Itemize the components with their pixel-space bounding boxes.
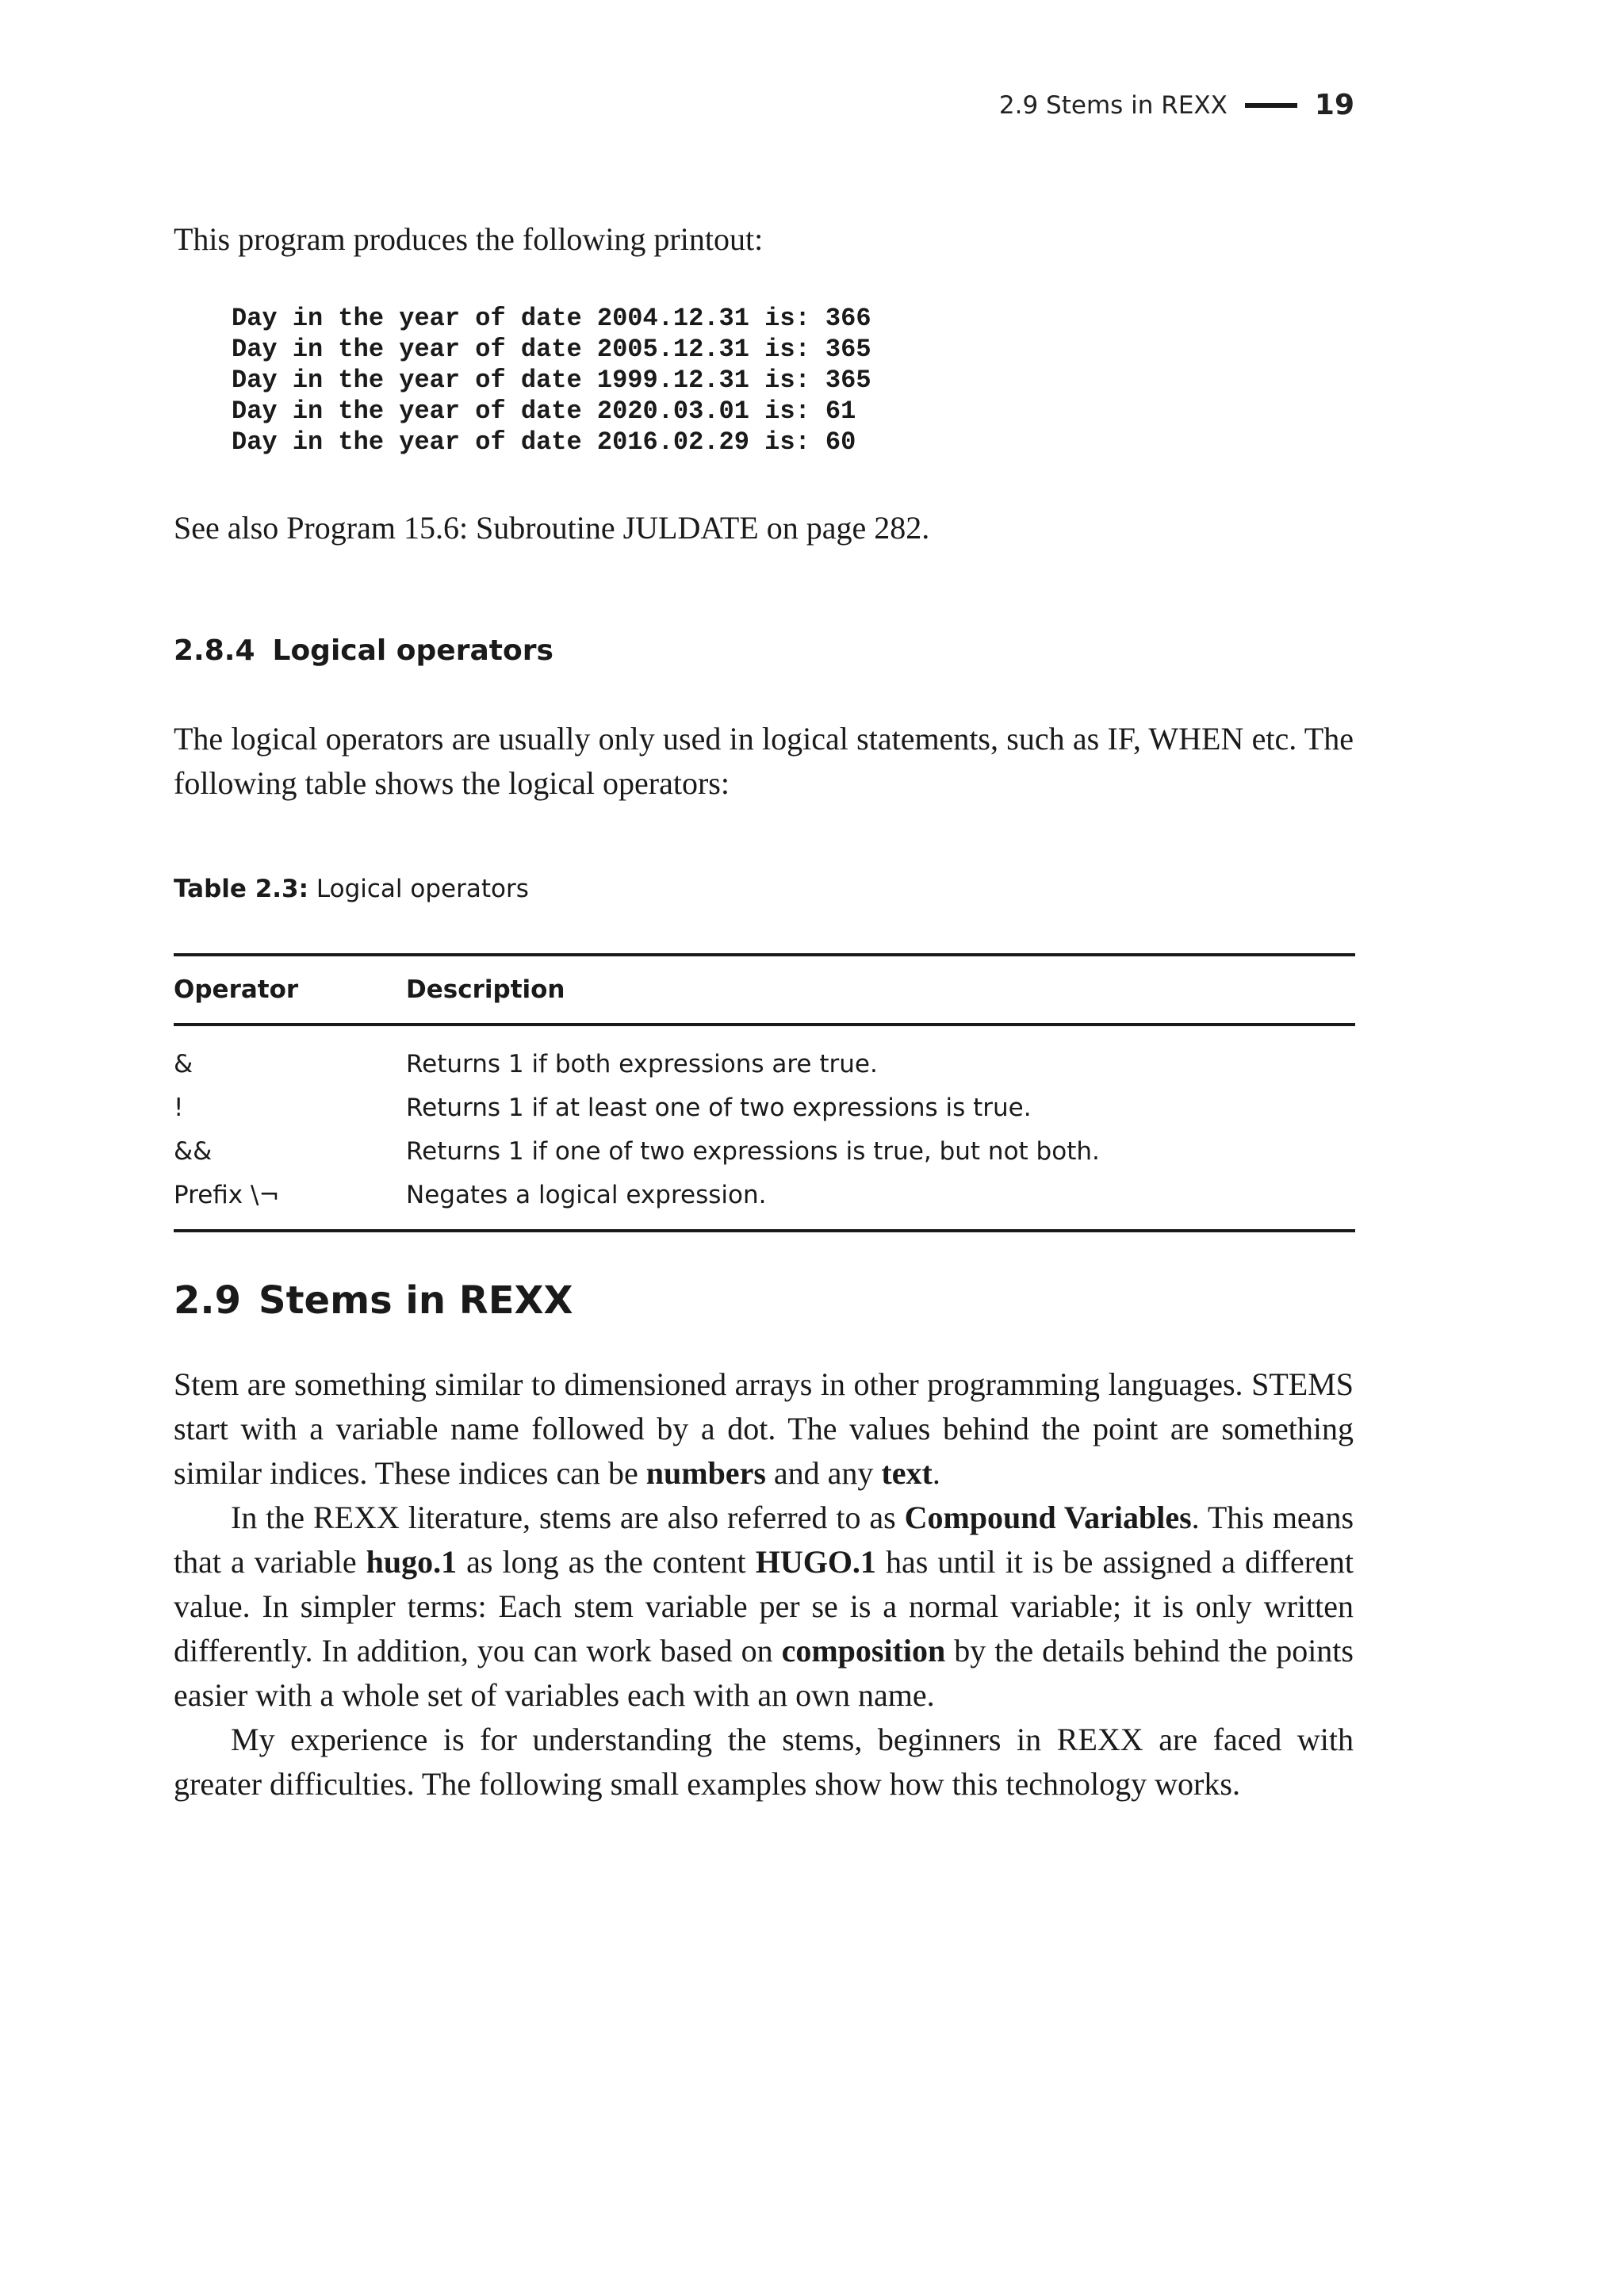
logical-operators-paragraph: The logical operators are usually only used in logical statements, such as IF, WHEN etc. The following table shows the logical operators: [174, 721, 1354, 801]
table-row [174, 1129, 1355, 1173]
header-description: Description [406, 955, 1355, 1025]
stems-paragraph-3: My experience is for understanding the stems, beginners in REXX are faced with greater difficulties. The following small examples show how this technology works. [174, 1722, 1354, 1802]
running-head-rule [1245, 103, 1297, 108]
code-output-block [174, 303, 1354, 458]
operator-cell: && [174, 1136, 213, 1166]
code-line: Day in the year of date 2005.12.31 is: 365 [232, 335, 871, 364]
description-cell: Returns 1 if both expressions are true. [406, 1049, 878, 1078]
stems-paragraph-2: In the REXX literature, stems are also referred to as Compound Variables. This means that a variable hugo.1 as long as the content HUGO.1 has until it is be assigned a different value. In simpler terms: Each stem variable per se is a normal variable; it is only written differently. In addition, you can work based on composition by the details behind the points easier with a whole set of variables each with an own name. [174, 1500, 1354, 1713]
page-number: 19 [1314, 89, 1354, 121]
operator-cell: & [174, 1049, 193, 1078]
table-row [174, 1086, 1355, 1129]
operator-cell: Prefix \¬ [174, 1173, 406, 1231]
subsection-number: 2.8.4 [174, 634, 255, 667]
code-line: Day in the year of date 2004.12.31 is: 366 [232, 304, 871, 333]
subsection-title: Logical operators [272, 634, 553, 667]
bold-composition: composition [781, 1633, 946, 1668]
table-row [174, 1025, 1355, 1086]
section-title: Stems in REXX [259, 1278, 573, 1323]
operator-cell: ! [174, 1093, 184, 1122]
intro-paragraph: This program produces the following printout: [174, 221, 764, 257]
description-cell: Returns 1 if at least one of two expressions is true. [406, 1093, 1032, 1122]
subsection-heading [174, 634, 1354, 667]
bold-compound-variables: Compound Variables [904, 1500, 1192, 1535]
stems-paragraph-1: Stem are something similar to dimensioned arrays in other programming languages. STEMS start with a variable name followed by a dot. The values behind the point are something similar indices. These indices can be numbers and any text. [174, 1366, 1354, 1491]
code-line: Day in the year of date 1999.12.31 is: 365 [232, 366, 871, 395]
see-also-paragraph: See also Program 15.6: Subroutine JULDATE on page 282. [174, 510, 930, 546]
description-cell: Returns 1 if one of two expressions is true, but not both. [406, 1136, 1100, 1166]
table-row [174, 1173, 1355, 1231]
table-caption-text: Logical operators [316, 875, 529, 903]
table-caption [174, 875, 1354, 903]
table-header-row [174, 955, 1355, 1025]
code-line: Day in the year of date 2016.02.29 is: 60 [232, 427, 856, 457]
header-operator: Operator [174, 955, 406, 1025]
running-head [999, 89, 1354, 121]
logical-operators-table [174, 953, 1355, 1232]
bold-hugo-lower: hugo.1 [366, 1544, 458, 1580]
section-heading [174, 1278, 1354, 1323]
code-line: Day in the year of date 2020.03.01 is: 61 [232, 397, 856, 426]
description-cell: Negates a logical expression. [406, 1173, 1355, 1231]
bold-numbers: numbers [645, 1455, 766, 1491]
section-number: 2.9 [174, 1278, 242, 1323]
bold-text: text [881, 1455, 933, 1491]
table-caption-label: Table 2.3: [174, 875, 309, 903]
bold-hugo-upper: HUGO.1 [755, 1544, 876, 1580]
running-head-section: 2.9 Stems in REXX [998, 90, 1228, 120]
